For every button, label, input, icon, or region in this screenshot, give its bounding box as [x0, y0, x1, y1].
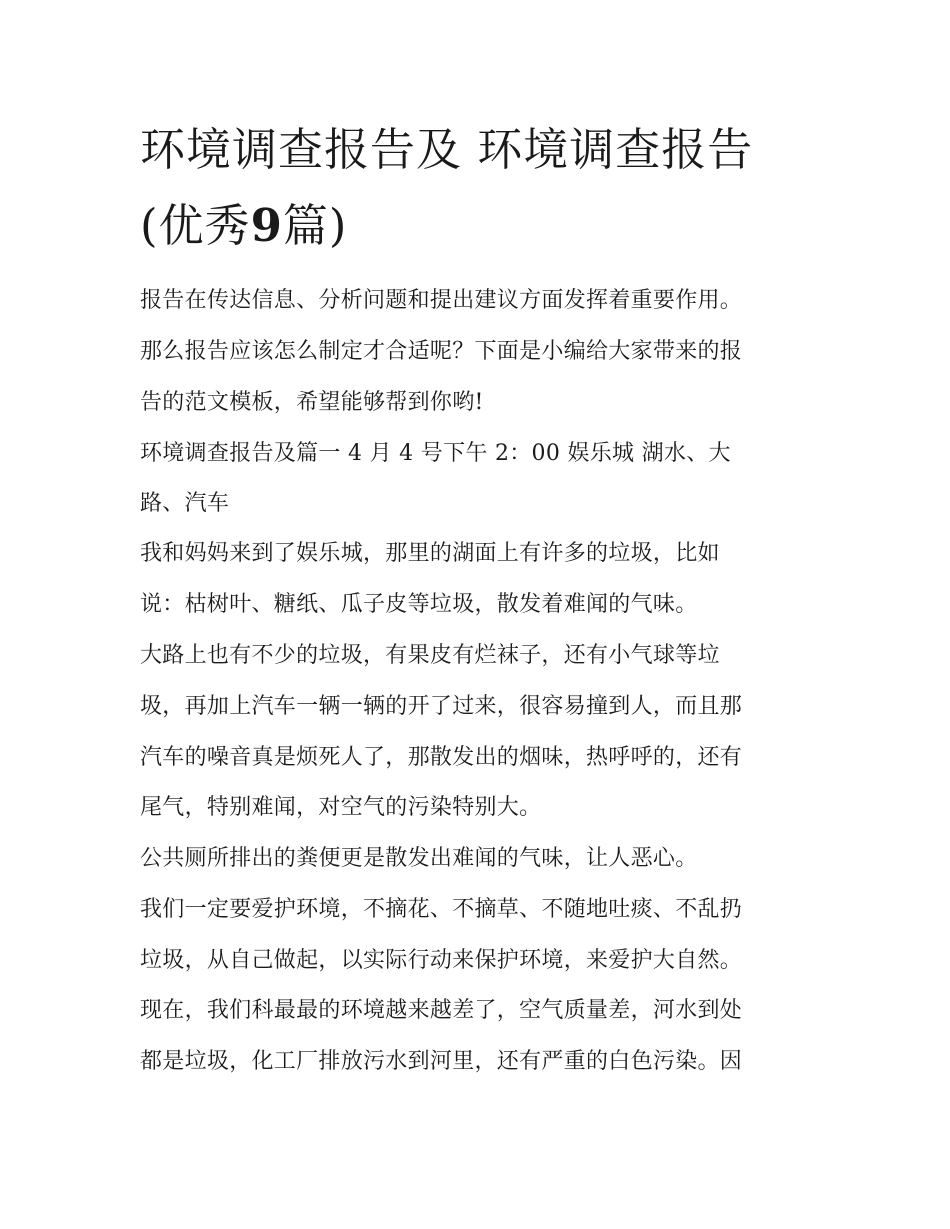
body-line: 告的范文模板，希望能够帮到你哟! [140, 390, 484, 415]
body-line: 我们一定要爱护环境，不摘花、不摘草、不随地吐痰、不乱扔 [140, 897, 743, 922]
body-line: 公共厕所排出的粪便更是散发出难闻的气味，让人恶心。 [140, 846, 698, 871]
document-title [140, 112, 840, 264]
body-line: 现在，我们科最最的环境越来越差了，空气质量差，河水到处 [140, 998, 743, 1023]
body-line: 路、汽车 [140, 491, 230, 516]
body-line: 说：枯树叶、糖纸、瓜子皮等垃圾，散发着难闻的气味。 [140, 592, 698, 617]
title-line-2-close: 篇) [282, 199, 348, 252]
body-line: 环境调查报告及篇一 4 月 4 号下午 2：00 娱乐城 湖水、大 [140, 441, 731, 466]
body-line: 报告在传达信息、分析问题和提出建议方面发挥着重要作用。 [140, 288, 743, 313]
body-line: 汽车的噪音真是烦死人了，那散发出的烟味，热呼呼的，还有 [140, 745, 743, 770]
body-line: 都是垃圾，化工厂排放污水到河里，还有严重的白色污染。因 [140, 1049, 743, 1074]
body-line: 大路上也有不少的垃圾，有果皮有烂袜子，还有小气球等垃 [140, 643, 720, 668]
title-line-2-open: (优秀 [140, 199, 251, 252]
body-line: 圾，再加上汽车一辆一辆的开了过来，很容易撞到人，而且那 [140, 694, 743, 719]
body-line: 那么报告应该怎么制定才合适呢？下面是小编给大家带来的报 [140, 339, 743, 364]
body-line: 垃圾，从自己做起，以实际行动来保护环境，来爱护大自然。 [140, 948, 743, 973]
title-line-2-number: 9 [250, 199, 283, 252]
title-line-1: 环境调查报告及 环境调查报告 [140, 123, 754, 176]
body-line: 我和妈妈来到了娱乐城，那里的湖面上有许多的垃圾，比如 [140, 541, 720, 566]
body-line: 尾气，特别难闻，对空气的污染特别大。 [140, 795, 542, 820]
